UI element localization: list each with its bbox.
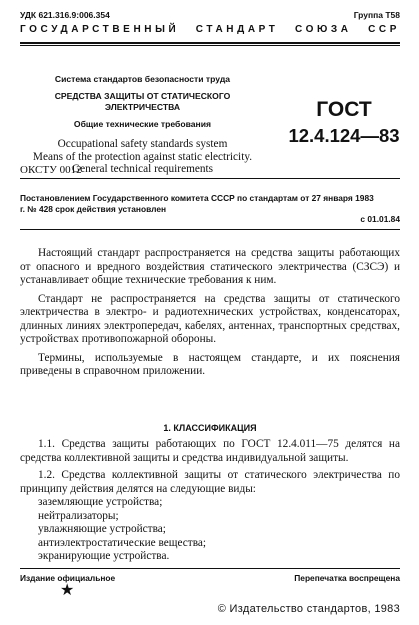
list-item: антиэлектростатические вещества; (38, 536, 207, 549)
group-code: Группа Т58 (353, 10, 400, 20)
list-item: заземляющие устройства; (38, 496, 163, 508)
decree-rule (20, 229, 400, 230)
header-rule (20, 42, 400, 44)
title-en-line-3: General technical requirements (71, 163, 214, 175)
decree-text: Постановлением Государственного комитета СССР по стандартам от 27 января 1983 г. № 428 срок действия установлен (20, 193, 374, 214)
title-en-line-1: Occupational safety standards system (57, 138, 228, 150)
okstu-rule (20, 178, 400, 179)
list-item: нейтрализаторы; (38, 509, 119, 522)
intro-paragraph-1: Настоящий стандарт распространяется на средства защиты работающих от опасного и вредного воздействия статического электричества (СЗСЭ) и устанавливает общие технические требования к ним. (20, 247, 400, 286)
clause-1-2: 1.2. Средства коллективной защиты от статического электричества по принципу действия делятся на следующие виды: (20, 469, 400, 495)
org-title: ГОСУДАРСТВЕННЫЙ СТАНДАРТ СОЮЗА ССР (20, 24, 400, 35)
list-item: увлажняющие устройства; (38, 523, 166, 535)
header-rule-thin (20, 45, 400, 46)
star-icon: ★ (60, 582, 75, 599)
footer-rule (20, 568, 400, 569)
official-edition: Издание официальное (20, 573, 116, 583)
decree-date: с 01.01.84 (360, 214, 400, 224)
system-name: Система стандартов безопасности труда (54, 74, 231, 84)
title-en-line-2: Means of the protection against static electricity. (32, 150, 253, 163)
gost-number: 12.4.124—83 (288, 125, 400, 146)
standard-subtitle: Общие технические требования (73, 119, 212, 129)
protection-types-list (20, 496, 400, 564)
intro-paragraph-2: Стандарт не распространяется на средства защиты от статического электричества в электро- и радиотехнических устройствах, конденсаторах, длинных линиях электропередач, кабелях, антеннах, транспортных средствах, устройствах противопожарной обороны. (20, 292, 400, 345)
section-text (20, 438, 400, 564)
clause-1-1: 1.1. Средства защиты работающих по ГОСТ 12.4.011—75 делятся на средства коллективной защиты и средства индивидуальной защиты. (20, 438, 400, 464)
section-heading: 1. КЛАССИФИКАЦИЯ (163, 423, 257, 433)
list-item: экранирующие устройства. (38, 550, 170, 562)
udk-code: УДК 621.316.9:006.354 (20, 10, 110, 20)
okstu-code: ОКСТУ 0012 (20, 164, 82, 176)
intro-text (20, 247, 400, 379)
intro-paragraph-3: Термины, используемые в настоящем стандарте, и их пояснения приведены в справочном приложении. (20, 351, 400, 377)
reprint-prohibited: Перепечатка воспрещена (294, 573, 400, 583)
title-block (20, 74, 265, 176)
copyright: © Издательство стандартов, 1983 (217, 603, 400, 615)
gost-label: ГОСТ (316, 98, 372, 121)
standard-title: СРЕДСТВА ЗАЩИТЫ ОТ СТАТИЧЕСКОГО ЭЛЕКТРИЧЕСТВА (54, 91, 231, 112)
